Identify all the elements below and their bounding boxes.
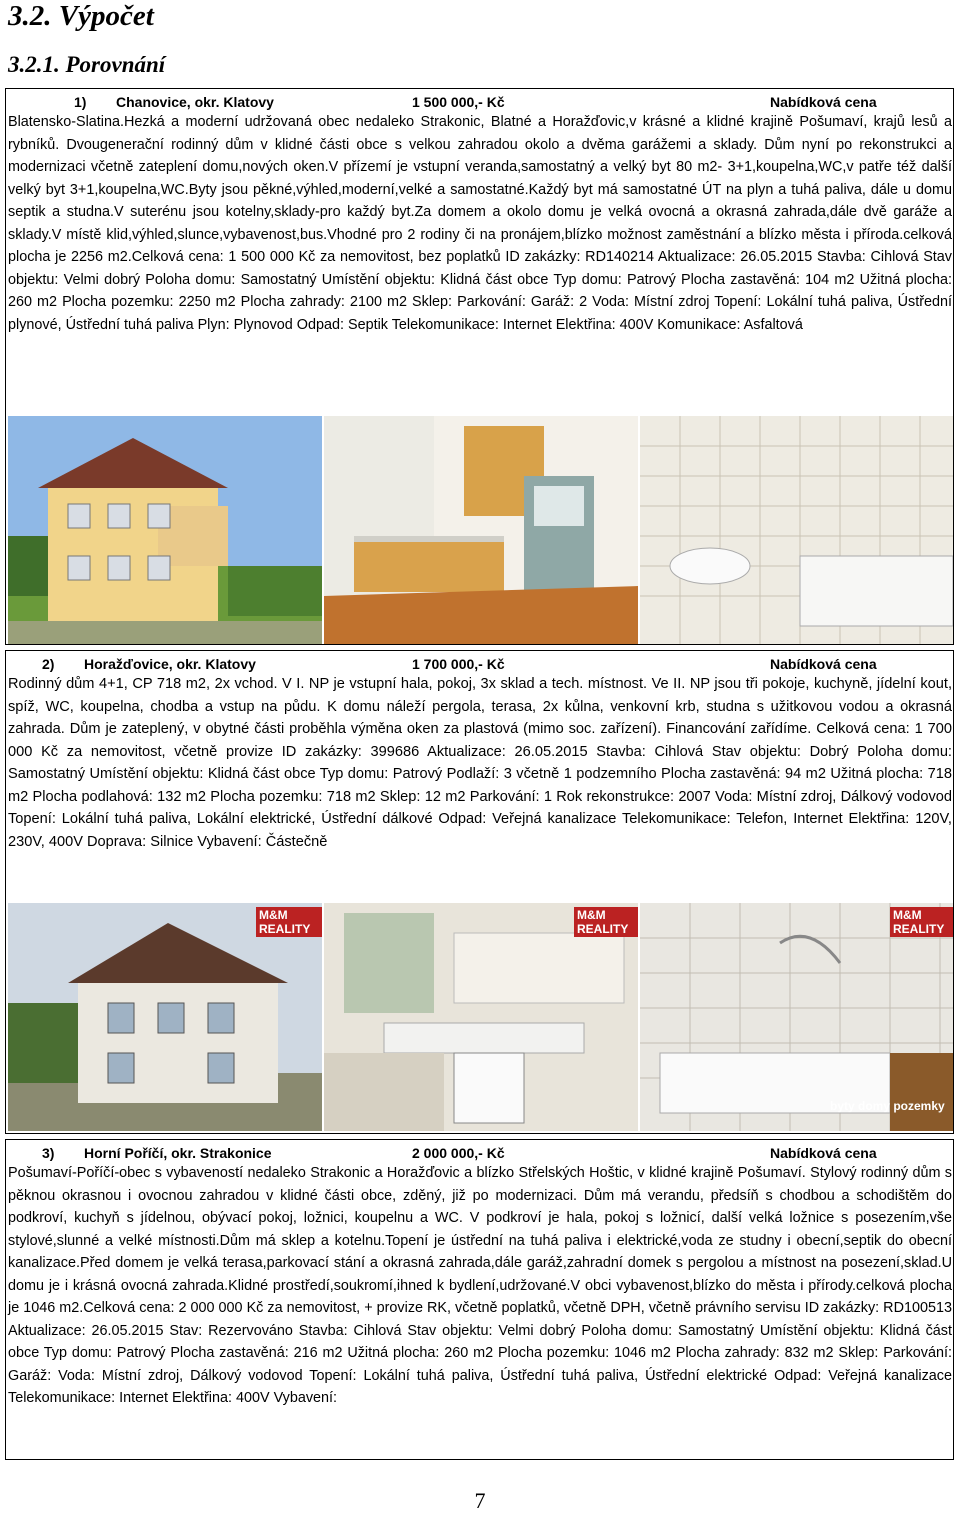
listing-description: Rodinný dům 4+1, CP 718 m2, 2x vchod. V I. NP je vstupní hala, pokoj, 3x sklad a tech. místnost. Ve II. NP jsou tři pokoje, kuchyně, jídelní kout, spíž, WC, koupelna, chodba a vstup na půdu. K domu náleží pergola, terasa, 2x kůlna, venkovní krb, studna s užitkovou vodou a okrasná zahrada. Dům je zateplený, v obytné části proběhla výměna oken za plastová (mimo soc. zařízení). Financování zařídíme. Celková cena: 1 700 000 Kč za nemovitost, včetně provize ID zakázky: 399686 Aktualizace: 26.05.2015 Stavba: Cihlová Stav objektu: Dobrý Poloha domu: Samostatný Umístění objektu: Klidná část obce Typ domu: Patrový Podlaží: 3 včetně 1 podzemního Plocha zastavěná: 94 m2 Užitná plocha: 718 m2 Plocha podlahová: 132 m2 Plocha pozemku: 718 m2 Sklep: 12 m2 Parkování: 1 Rok rekonstrukce: 2007 Voda: Místní zdroj, Dálkový vodovod Topení: Lokální tuhá paliva, Lokální elektrické, Ústřední dálkové Odpad: Veřejná kanalizace Telekomunikace: Telefon, Internet Elektřina: 120V, 230V, 400V Doprava: Silnice Vybavení: Částečně	[8, 676, 952, 850]
bathroom-photo	[640, 903, 953, 1131]
listing-description: Blatensko-Slatina.Hezká a moderní udržovaná obec nedaleko Strakonic, Blatné a Horažďovic,v krásné a klidné krajině Pošumaví, krajů lesů a rybníků. Dvougenerační rodinný dům v klidné části obce s velkou zahradou okolo a dvěma garážemi a sklady. Dům nyní po rekonstrukci a modernizaci včetně zateplení domu,nových oken.V přízemí je vstupní veranda,samostatný a velký byt 80 m2- 3+1,koupelna,WC,v patře též další velký byt 3+1,koupelna,WC.Byty jsou pěkné,výhled,moderní,velké a samostatné.Každý byt má samostatné ÚT na plyn a tuhá paliva, dále u domu septik a studna.V suterénu jsou kotelny,sklady-pro každý byt.Za domem a okolo domu je velká ovocná a okrasná zahrada,dále dvě garáže a sklady.V místě klid,výhled,slunce,vybavenost,bus.Vhodné pro 2 rodiny či na pronájem,blízko možnost zaměstnání a blízko města i příroda.celková plocha je 2256 m2.Celková cena: 1 500 000 Kč za nemovitost, bez poplatků ID zakázky: RD140214 Aktualizace: 26.05.2015 Stavba: Cihlová Stav objektu: Velmi dobrý Poloha domu: Samostatný Umístění objektu: Klidná část obce Typ domu: Patrový Plocha zastavěná: 104 m2 Užitná plocha: 260 m2 Plocha pozemku: 2250 m2 Plocha zahrady: 2100 m2 Sklep: Parkování: Garáž: 2 Voda: Místní zdroj Topení: Lokální tuhá paliva, Ústřední plynové, Ústřední tuhá paliva Plyn: Plynovod Odpad: Septik Telekomunikace: Internet Elektřina: 400V Komunikace: Asfaltová	[8, 114, 952, 333]
section-heading: 3.2. Výpočet	[8, 0, 154, 32]
kitchen-photo	[324, 416, 638, 644]
subsection-heading: 3.2.1. Porovnání	[8, 52, 166, 77]
page-number: 7	[474, 1488, 486, 1513]
listing-price: 1 500 000,- Kč	[412, 94, 505, 110]
watermark-text: byty domy pozemky	[830, 1099, 945, 1113]
listing-price-type: Nabídková cena	[770, 656, 877, 672]
watermark-logo: M&M REALITY	[256, 907, 322, 937]
listing-description: Pošumaví-Poříčí-obec s vybaveností nedaleko Strakonic a Horažďovic a blízko Střelských Hoštic, v klidné krajině Pošumaví. Stylový rodinný dům s pěknou okrasnou i ovocnou zahradou v klidné části obce, zděný, již po modernizaci. Dům má verandu, předsíň s chodbou a schodištěm do podkroví, kuchyň s jídelnou, obývací pokoj, ložnici, koupelnu a WC. V podkroví je hala, pokoj s ložnicí, další velká ložnice s posezením,vše stylové,slunné a velké místnosti.Dům má sklep a kotelnu.Topení je ústřední na tuhá paliva i elektrické,voda ze studny i obecní,septik do obecní kanalizace.Před domem je velká terasa,parkovací stání a okrasná zahrada,dále garáž,zahradní domek s pergolou a místnost na posezení,sklad.U domu je i krásná ovocná zahrada.Klidné prostředí,soukromí,ihned k bydlení,udržované.V obci vybavenost,blízko do města i přírody.celková plocha je 1046 m2.Celková cena: 2 000 000 Kč za nemovitost, + provize RK, včetně poplatků, včetně DPH, včetně právního servisu ID zakázky: RD100513 Aktualizace: 26.05.2015 Stav: Rezervováno Stavba: Cihlová Stav objektu: Velmi dobrý Poloha domu: Samostatný Umístění objektu: Klidná část obce Typ domu: Patrový Plocha zastavěná: 216 m2 Užitná plocha: 260 m2 Plocha pozemku: 1046 m2 Plocha zahrady: 832 m2 Sklep: Parkování: Garáž: Voda: Místní zdroj, Dálkový vodovod Topení: Lokální tuhá paliva, Ústřední tuhá paliva, Ústřední elektrické Odpad: Veřejná kanalizace Telekomunikace: Internet Elektřina: 400V Vybavení:	[8, 1165, 952, 1406]
listing-price: 1 700 000,- Kč	[412, 656, 505, 672]
house-exterior-photo	[8, 416, 322, 644]
house-exterior-photo	[8, 903, 322, 1131]
watermark-logo: M&M REALITY	[890, 907, 953, 937]
listing-1	[5, 88, 954, 645]
listing-location: Horažďovice, okr. Klatovy	[84, 656, 256, 672]
listing-2	[5, 650, 954, 1134]
listing-price-type: Nabídková cena	[770, 94, 877, 110]
listing-3	[5, 1139, 954, 1460]
listing-number: 2)	[42, 656, 55, 672]
listing-photos	[6, 903, 953, 1131]
listing-photos	[6, 416, 953, 644]
listing-number: 3)	[42, 1145, 55, 1161]
listing-location: Horní Poříčí, okr. Strakonice	[84, 1145, 272, 1161]
listing-location: Chanovice, okr. Klatovy	[116, 94, 274, 110]
listing-price-type: Nabídková cena	[770, 1145, 877, 1161]
kitchen-photo	[324, 903, 638, 1131]
watermark-logo: M&M REALITY	[574, 907, 638, 937]
bathroom-photo	[640, 416, 953, 644]
listing-number: 1)	[74, 94, 87, 110]
listing-price: 2 000 000,- Kč	[412, 1145, 505, 1161]
